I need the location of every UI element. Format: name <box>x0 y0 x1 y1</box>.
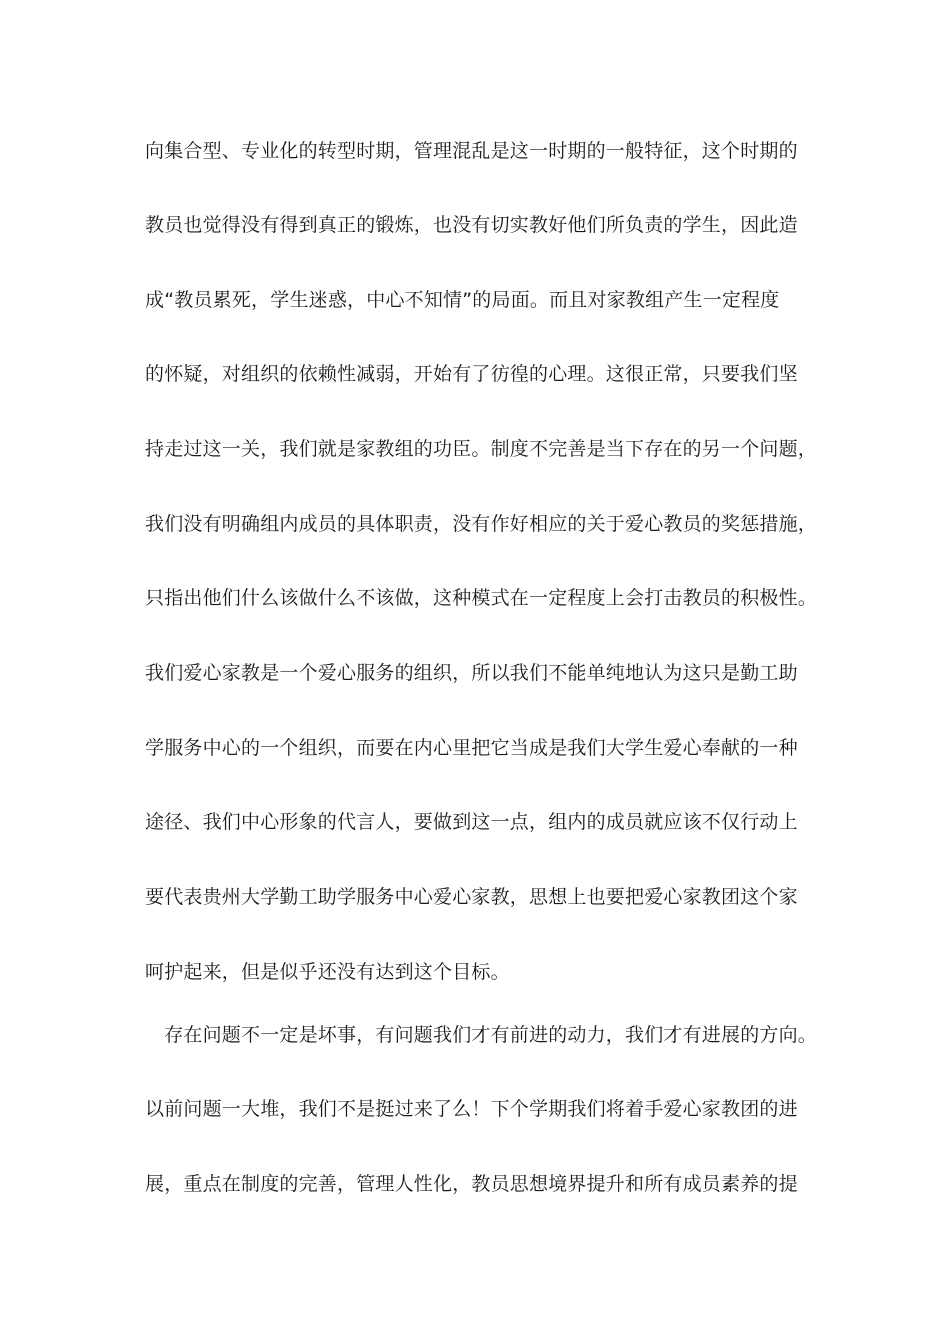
text-line: 我们爱心家教是一个爱心服务的组织，所以我们不能单纯地认为这只是勤工助 <box>145 662 798 684</box>
text-line: 向集合型、专业化的转型时期，管理混乱是这一时期的一般特征，这个时期的 <box>145 140 798 162</box>
text-line: 只指出他们什么该做什么不该做，这种模式在一定程度上会打击教员的积极性。 <box>145 587 818 609</box>
text-line: 要代表贵州大学勤工助学服务中心爱心家教，思想上也要把爱心家教团这个家 <box>145 886 798 908</box>
text-line: 教员也觉得没有得到真正的锻炼，也没有切实教好他们所负责的学生，因此造 <box>145 214 798 236</box>
paragraph-start-line: 存在问题不一定是坏事，有问题我们才有前进的动力，我们才有进展的方向。 <box>145 1024 818 1046</box>
text-line: 展，重点在制度的完善，管理人性化，教员思想境界提升和所有成员素养的提 <box>145 1173 798 1195</box>
text-line: 持走过这一关，我们就是家教组的功臣。制度不完善是当下存在的另一个问题， <box>145 438 818 460</box>
text-line: 学服务中心的一个组织，而要在内心里把它当成是我们大学生爱心奉献的一种 <box>145 737 798 759</box>
text-line: 以前问题一大堆，我们不是挺过来了么！下个学期我们将着手爱心家教团的进 <box>145 1098 798 1120</box>
text-line: 的怀疑，对组织的依赖性减弱，开始有了彷徨的心理。这很正常，只要我们坚 <box>145 363 798 385</box>
text-line: 途径、我们中心形象的代言人，要做到这一点，组内的成员就应该不仅行动上 <box>145 811 798 833</box>
text-line: 成“教员累死，学生迷惑，中心不知情”的局面。而且对家教组产生一定程度 <box>145 289 780 311</box>
text-line: 呵护起来，但是似乎还没有达到这个目标。 <box>145 961 510 983</box>
text-line: 我们没有明确组内成员的具体职责，没有作好相应的关于爱心教员的奖惩措施， <box>145 513 818 535</box>
